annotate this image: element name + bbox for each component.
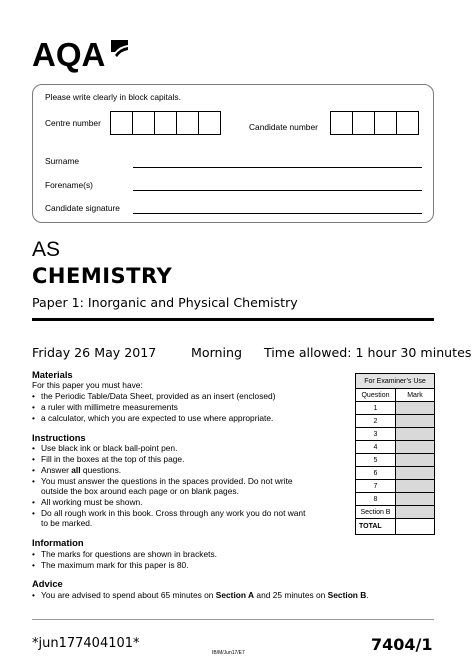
instruction-item: • Fill in the boxes at the top of this page. [32,454,184,464]
answer-suffix: questions. [80,465,122,475]
question-number: 1 [356,402,396,415]
question-number: 4 [356,441,396,454]
surname-line[interactable] [133,167,422,168]
instruction-item-continued: outside the box around each page or on blank pages. [41,486,239,496]
barcode-text: *jun177404101* [32,636,140,651]
instruction-item: • You must answer the questions in the spaces provided. Do not write [32,476,293,486]
materials-item: • a ruler with millimetre measurements [32,402,178,412]
question-number: 3 [356,428,396,441]
mark-cell [396,402,435,415]
candidate-number-digit[interactable] [330,111,353,135]
centre-number-digit[interactable] [176,111,199,135]
divider-thick [32,318,434,321]
candidate-number-label: Candidate number [249,122,318,132]
question-number: Section B [356,506,396,519]
centre-number-label: Centre number [45,118,101,128]
advice-heading: Advice [32,578,63,589]
materials-intro: For this paper you must have: [32,380,143,390]
surname-label: Surname [45,156,79,166]
mark-cell [396,493,435,506]
paper-title: Paper 1: Inorganic and Physical Chemistry [32,295,298,310]
mark-cell [396,415,435,428]
centre-number-digit[interactable] [110,111,133,135]
document-reference: IB/M/Jun17/E7 [212,650,245,656]
question-number: 8 [356,493,396,506]
question-number: 7 [356,480,396,493]
candidate-number-digit[interactable] [396,111,419,135]
materials-item: • the Periodic Table/Data Sheet, provided as an insert (enclosed) [32,391,275,401]
total-label: TOTAL [356,519,396,535]
materials-heading: Materials [32,369,73,380]
aqa-logo [32,38,130,72]
signature-line[interactable] [133,213,422,214]
block-capitals-note: Please write clearly in block capitals. [45,92,181,102]
question-number: 5 [356,454,396,467]
aqa-leaf-icon [108,38,130,62]
forenames-label: Forename(s) [45,180,93,190]
subject-name: CHEMISTRY [32,264,173,288]
question-number: 2 [356,415,396,428]
advice-section-a: Section A [215,590,255,600]
mark-cell [396,467,435,480]
mark-cell [396,428,435,441]
instruction-item: • Do all rough work in this book. Cross through any work you do not want [32,508,305,518]
centre-number-digit[interactable] [198,111,221,135]
information-item: • The maximum mark for this paper is 80. [32,560,189,570]
mark-cell [396,506,435,519]
instruction-item [32,465,121,475]
examiners-use-title: For Examiner’s Use [356,374,435,389]
advice-middle: and 25 minutes on [254,590,328,600]
forenames-line[interactable] [133,190,422,191]
materials-item: • a calculator, which you are expected to use where appropriate. [32,413,273,423]
examiners-use-table [355,373,435,535]
divider-thin [32,619,434,620]
instruction-item: • Use black ink or black ball-point pen. [32,443,177,453]
paper-code: 7404/1 [371,635,433,654]
instructions-heading: Instructions [32,432,86,443]
candidate-number-digit[interactable] [374,111,397,135]
centre-number-digit[interactable] [132,111,155,135]
advice-item [32,590,369,600]
exam-date: Friday 26 May 2017 [32,345,157,360]
mark-column-header: Mark [396,389,435,402]
mark-cell [396,441,435,454]
answer-all: all [71,465,81,475]
total-mark-cell [396,519,435,535]
exam-session: Morning [191,345,242,360]
information-item: • The marks for questions are shown in brackets. [32,549,217,559]
advice-section-b: Section B [327,590,367,600]
centre-number-boxes[interactable] [111,111,221,135]
question-number: 6 [356,467,396,480]
information-heading: Information [32,537,84,548]
centre-number-digit[interactable] [154,111,177,135]
answer-prefix: Answer [41,465,72,475]
signature-label: Candidate signature [45,203,120,213]
time-allowed: Time allowed: 1 hour 30 minutes [264,345,472,360]
question-column-header: Question [356,389,396,402]
logo-text: AQA [32,36,106,73]
candidate-number-digit[interactable] [352,111,375,135]
qualification-level: AS [32,238,61,261]
candidate-number-boxes[interactable] [331,111,419,135]
mark-cell [396,454,435,467]
candidate-details-box [32,84,434,223]
mark-cell [396,480,435,493]
instruction-item-continued: to be marked. [41,518,93,528]
advice-suffix: . [366,590,369,600]
advice-prefix: You are advised to spend about 65 minutes on [41,590,216,600]
instruction-item: • All working must be shown. [32,497,142,507]
